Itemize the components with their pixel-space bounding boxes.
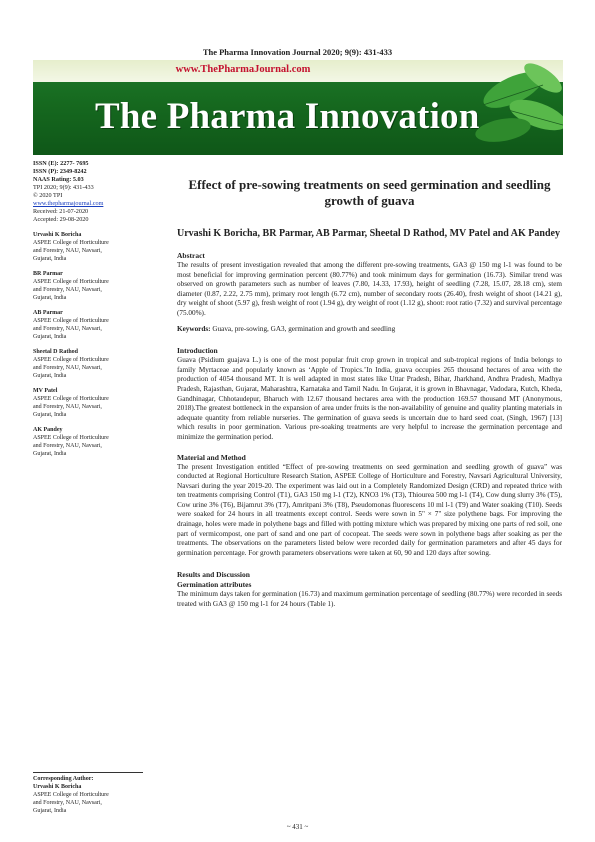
- author-block: [33, 270, 143, 302]
- author-affiliation-line: Gujarat, India: [33, 295, 67, 301]
- corresponding-aff-line: and Forestry, NAU, Navsari,: [33, 800, 102, 806]
- author-affiliation-line: ASPEE College of Horticulture: [33, 279, 109, 285]
- author-affiliations: [33, 231, 143, 458]
- journal-banner: [33, 60, 563, 155]
- author-affiliation-line: and Forestry, NAU, Navsari,: [33, 326, 102, 332]
- author-name: Urvashi K Boricha: [33, 232, 82, 238]
- author-name: BR Parmar: [33, 271, 63, 277]
- author-affiliation-line: Gujarat, India: [33, 451, 67, 457]
- introduction-text: Guava (Psidium guajava L.) is one of the most popular fruit crop grown in tropical and sub-tropical regions of India belongs to family Myrtaceae and popularly known as ‘Apple of Tropics.’In India, guava occupies 265 thousand hectares of area with the production of 4054 thousand MT. It is well adapted in most states like Uttar Pradesh, Bihar, Jharkhand, Andhra Pradesh, Madhya Pradesh, Rajasthan, Gujarat, Maharashtra, Karnataka and Tamil Nadu. In Gujarat, it is grown in Bhavnagar, Vadodara, Kutch, Kheda, Gandhinagar, Chhotaudepur, Bharuch with 12.67 thousand hectares area with the production 169.57 thousand MT (Anonymous, 2018).The greatest bottleneck in the expansion of area under fruits is the non-availability of genuine and quality planting materials in adequate quantity from reliable nurseries. The germination of guava seeds is uncertain due to hard seed coat, (Singh, 1967) [13] which results in poor germination. Various pre-soaking treatments are very helpful to increase the germination percentage and minimize the germination period.: [177, 356, 562, 441]
- journal-website-link[interactable]: www.thepharmajournal.com: [33, 200, 104, 207]
- corresponding-name: Urvashi K Boricha: [33, 784, 82, 790]
- article-meta: [33, 160, 143, 200]
- received-date: Received: 21-07-2020: [33, 208, 89, 215]
- keywords-text: Guava, pre-sowing, GA3, germination and growth and seedling: [212, 324, 396, 333]
- abstract-section: [177, 251, 562, 319]
- methods-text: The present Investigation entitled “Effect of pre-sowing treatments on seed germination and seedling growth of guava” was conducted at Regional Horticulture Research Station, ASPEE College of Horticulture and Forestry, Navsari Agricultural University, Navsari during the year 2019-20. The experiment was laid out in a Completely Randomized Design (CRD) and repeated thrice with ten treatments comprising Control (T1), GA3 150 mg l-1 (T2), KNO3 1% (T3), Thiourea 500 mg l-1 (T4), Cow dung slurry 3% (T5), Cow urine 3% (T6), Bijamrut 3% (T7), Amritpani 3% (T8), Pseudomonas fluorescens 10 ml l-1 (T9) and Water soaking (T10). Seeds were soaked for 24 hours in all treatments except control. Seeds were sown in 5" × 7" size polythene bags. For improving the drainage, holes were made in polythene bags and filled with potting mixture which was prepared by mixing one parts of red soil, one part of vermicompost, one part of sand and one part of cocopeat. The seeds were sown in polythene bags after soaking as per the treatments. The observations on the parameters listed below were recorded daily for germination parameters and after 45 days for germination percentage. For growth parameters observations were taken at 60, 90 and 120 days after sowing.: [177, 462, 562, 557]
- journal-header: The Pharma Innovation Journal 2020; 9(9): 431-433: [202, 47, 393, 57]
- author-affiliation-line: and Forestry, NAU, Navsari,: [33, 365, 102, 371]
- author-affiliation-line: and Forestry, NAU, Navsari,: [33, 248, 102, 254]
- meta-line: ISSN (P): 2349-8242: [33, 168, 87, 175]
- author-affiliation-line: ASPEE College of Horticulture: [33, 396, 109, 402]
- author-affiliation-line: Gujarat, India: [33, 373, 67, 379]
- author-affiliation-line: and Forestry, NAU, Navsari,: [33, 443, 102, 449]
- leaf-decoration-icon: [443, 60, 563, 155]
- meta-line: © 2020 TPI: [33, 192, 63, 199]
- author-block: [33, 387, 143, 419]
- article-sidebar: [33, 160, 143, 458]
- corresponding-label: Corresponding Author:: [33, 776, 94, 782]
- results-heading: Results and Discussion: [177, 570, 250, 580]
- meta-line: TPI 2020; 9(9): 431-433: [33, 184, 94, 191]
- meta-line: NAAS Rating: 5.03: [33, 176, 84, 183]
- keywords: [177, 325, 562, 335]
- author-affiliation-line: ASPEE College of Horticulture: [33, 357, 109, 363]
- author-name: AK Pandey: [33, 427, 63, 433]
- accepted-date: Accepted: 29-08-2020: [33, 216, 89, 223]
- article-main: [177, 170, 562, 610]
- author-affiliation-line: and Forestry, NAU, Navsari,: [33, 404, 102, 410]
- author-block: [33, 309, 143, 341]
- results-subheading: Germination attributes: [177, 580, 252, 590]
- paper-title: Effect of pre-sowing treatments on seed germination and seedling growth of guava: [188, 177, 551, 208]
- author-name: Sheetal D Rathod: [33, 349, 79, 355]
- meta-line: ISSN (E): 2277- 7695: [33, 160, 89, 167]
- abstract-heading: Abstract: [177, 251, 205, 260]
- abstract-text: The results of present investigation revealed that among the different pre-sowing treatments, GA3 @ 150 mg l-1 was found to be most beneficial for improving germination percent (80.77%) and took minimum days for germination (16.73). Similar trend was observed on growth parameters such as number of leaves (7.80, 14.33, 17.93), height of seedling (7.28, 15.07, 28.18 cm), stem diameter (0.87, 2.22, 2.75 mm), primary root length (6.72 cm), number of secondary roots (26.40), fresh weight of shoot (14.21 g), dry weight of shoot (5.97 g), fresh weight of root (1.94 g), dry weight of root (1.12 g), shoot: root ratio (7.32) and survival percentage (75.00%).: [177, 261, 562, 317]
- introduction-section: [177, 346, 562, 442]
- journal-url[interactable]: www.ThePharmaJournal.com: [175, 64, 311, 75]
- methods-section: [177, 453, 562, 559]
- author-affiliation-line: ASPEE College of Horticulture: [33, 318, 109, 324]
- paper-authors: Urvashi K Boricha, BR Parmar, AB Parmar, Sheetal D Rathod, MV Patel and AK Pandey: [177, 228, 560, 239]
- results-text: The minimum days taken for germination (16.73) and maximum germination percentage of seedling (80.77%) were recorded in seeds treated with GA3 @ 150 mg l-1 for 24 hours (Table 1).: [177, 590, 563, 609]
- page-number: ~ 431 ~: [286, 823, 309, 831]
- author-affiliation-line: Gujarat, India: [33, 256, 67, 262]
- author-block: [33, 426, 143, 458]
- author-name: AB Parmar: [33, 310, 63, 316]
- author-block: [33, 231, 143, 263]
- corresponding-author: [33, 772, 143, 815]
- keywords-label: Keywords:: [177, 324, 211, 333]
- author-affiliation-line: Gujarat, India: [33, 412, 67, 418]
- author-block: [33, 348, 143, 380]
- journal-title: The Pharma Innovation: [95, 96, 480, 137]
- author-affiliation-line: ASPEE College of Horticulture: [33, 240, 109, 246]
- corresponding-aff-line: ASPEE College of Horticulture: [33, 792, 109, 798]
- author-affiliation-line: Gujarat, India: [33, 334, 67, 340]
- introduction-heading: Introduction: [177, 346, 218, 356]
- author-affiliation-line: and Forestry, NAU, Navsari,: [33, 287, 102, 293]
- author-affiliation-line: ASPEE College of Horticulture: [33, 435, 109, 441]
- methods-heading: Material and Method: [177, 452, 246, 462]
- results-section: [177, 570, 562, 609]
- corresponding-aff-line: Gujarat, India: [33, 808, 67, 814]
- author-name: MV Patel: [33, 388, 58, 394]
